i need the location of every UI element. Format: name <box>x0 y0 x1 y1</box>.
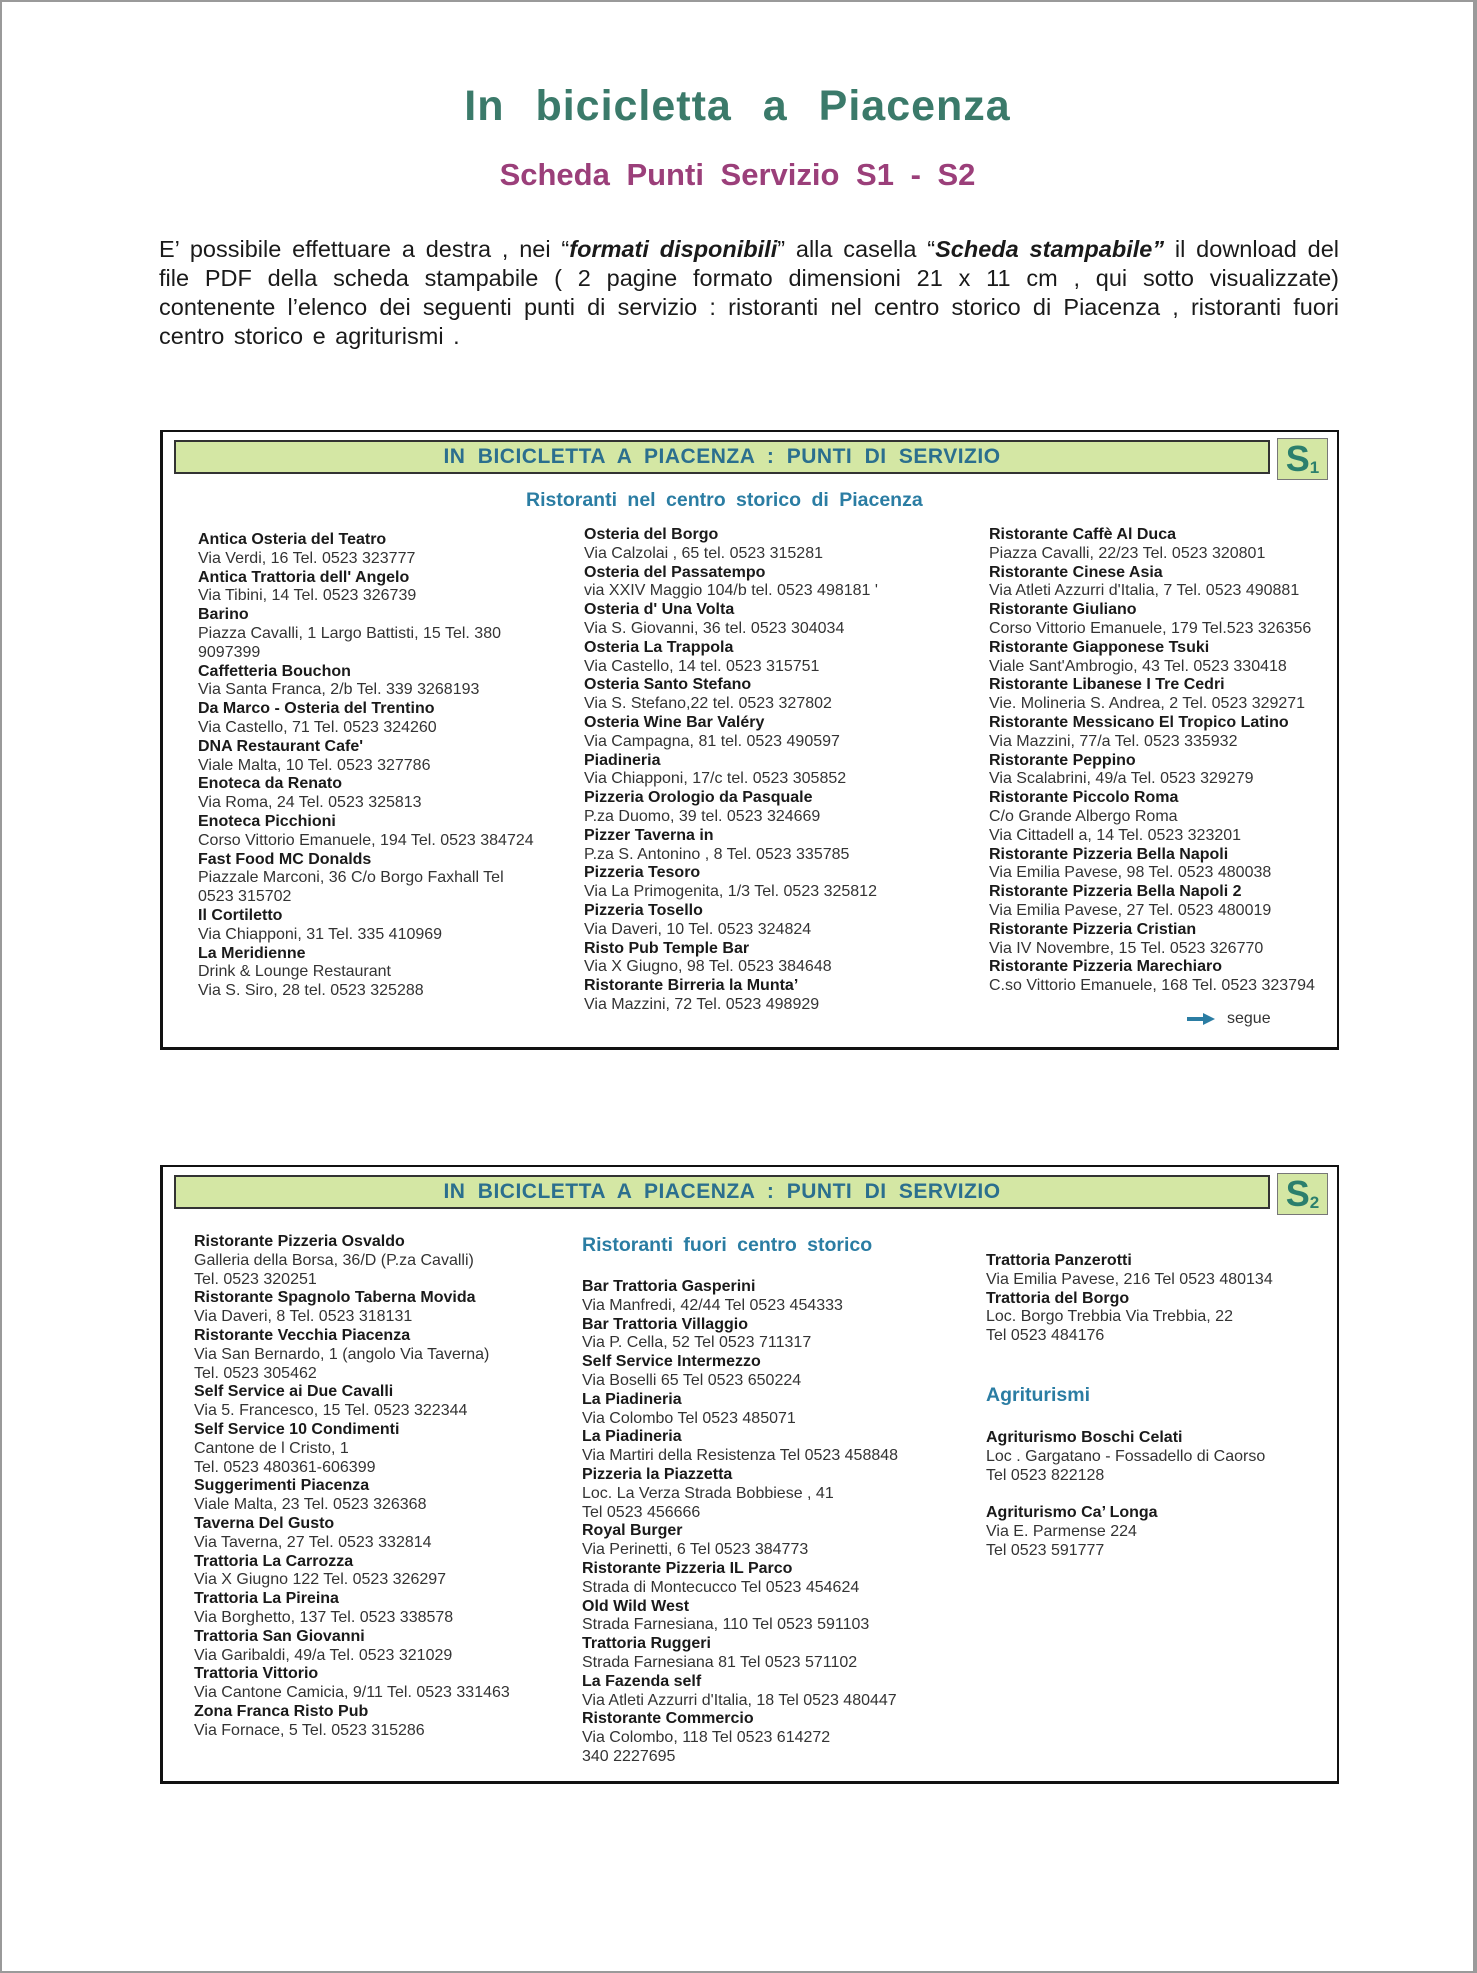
entry-address-line: Via Manfredi, 42/44 Tel 0523 454333 <box>582 1296 843 1314</box>
service-entry <box>989 676 1334 714</box>
entry-address-line: Corso Vittorio Emanuele, 179 Tel.523 326356 <box>989 619 1312 637</box>
entry-address-line: Via Atleti Azzurri d'Italia, 7 Tel. 0523 490881 <box>989 582 1300 600</box>
scheda-s2-column-3 <box>986 1252 1331 1346</box>
service-entry <box>584 902 974 940</box>
entry-name: Taverna Del Gusto <box>194 1514 335 1532</box>
entry-address-line: P.za S. Antonino , 8 Tel. 0523 335785 <box>584 845 850 863</box>
service-entry <box>582 1673 982 1711</box>
entry-address-line: Tel. 0523 305462 <box>194 1364 317 1382</box>
entry-address-line: Galleria della Borsa, 36/D (P.za Cavalli) <box>194 1251 474 1269</box>
segue-label: segue <box>1227 1010 1271 1027</box>
service-entry <box>584 827 974 865</box>
segue-link[interactable] <box>1187 1010 1271 1028</box>
scheda-s2 <box>160 1165 1339 1784</box>
entry-address-line: Piazza Cavalli, 22/23 Tel. 0523 320801 <box>989 544 1266 562</box>
service-entry <box>584 714 974 752</box>
entry-address-line: Via Chiapponi, 31 Tel. 335 410969 <box>198 925 443 943</box>
entry-address-line: Viale Malta, 10 Tel. 0523 327786 <box>198 756 431 774</box>
entry-address-line: Tel 0523 456666 <box>582 1503 701 1521</box>
service-entry <box>194 1289 564 1327</box>
entry-name: Da Marco - Osteria del Trentino <box>198 700 435 718</box>
entry-name: Ristorante Cinese Asia <box>989 563 1163 581</box>
service-entry <box>582 1278 982 1316</box>
entry-address-line: Viale Malta, 23 Tel. 0523 326368 <box>194 1496 427 1514</box>
entry-name: Ristorante Pizzeria Marechiaro <box>989 958 1222 976</box>
service-entry <box>194 1703 564 1741</box>
service-entry <box>198 851 558 907</box>
entry-address-line: Via La Primogenita, 1/3 Tel. 0523 325812 <box>584 883 877 901</box>
entry-name: Osteria del Passatempo <box>584 563 766 581</box>
entry-name: Trattoria La Carrozza <box>194 1552 354 1570</box>
entry-address-line: Vie. Molineria S. Andrea, 2 Tel. 0523 329271 <box>989 695 1306 713</box>
entry-address-line: Via Colombo Tel 0523 485071 <box>582 1409 796 1427</box>
service-entry <box>198 569 558 607</box>
entry-address-line: Via X Giugno, 98 Tel. 0523 384648 <box>584 958 832 976</box>
entry-address-line: 9097399 <box>198 643 261 661</box>
entry-address-line: Loc . Gargatano - Fossadello di Caorso <box>986 1447 1266 1465</box>
page-subtitle: Scheda Punti Servizio S1 - S2 <box>499 157 976 192</box>
service-entry <box>582 1391 982 1429</box>
entry-name: La Meridienne <box>198 944 306 962</box>
entry-name: Trattoria Vittorio <box>194 1665 319 1683</box>
entry-address-line: Loc. Borgo Trebbia Via Trebbia, 22 <box>986 1308 1233 1326</box>
entry-address-line: Loc. La Verza Strada Bobbiese , 41 <box>582 1484 834 1502</box>
entry-address-line: Via Campagna, 81 tel. 0523 490597 <box>584 732 840 750</box>
entry-name: La Piadineria <box>582 1390 682 1408</box>
entry-address-line: Via Scalabrini, 49/a Tel. 0523 329279 <box>989 770 1254 788</box>
entry-name: Ristorante Pizzeria Cristian <box>989 920 1197 938</box>
entry-address-line: Via Taverna, 27 Tel. 0523 332814 <box>194 1533 432 1551</box>
service-entry <box>989 921 1334 959</box>
service-entry <box>986 1504 1331 1560</box>
service-entry <box>986 1252 1331 1290</box>
scheda-s2-column-1 <box>194 1233 564 1741</box>
service-entry <box>582 1710 982 1766</box>
entry-address-line: Corso Vittorio Emanuele, 194 Tel. 0523 384724 <box>198 831 534 849</box>
entry-name: Ristorante Pizzeria Bella Napoli <box>989 845 1229 863</box>
entry-address-line: Via Emilia Pavese, 216 Tel 0523 480134 <box>986 1270 1273 1288</box>
service-entry <box>198 700 558 738</box>
service-entry <box>582 1560 982 1598</box>
entry-name: La Piadineria <box>582 1428 682 1446</box>
entry-address-line: Via IV Novembre, 15 Tel. 0523 326770 <box>989 939 1264 957</box>
arrow-right-icon <box>1187 1013 1215 1025</box>
entry-address-line: Via 5. Francesco, 15 Tel. 0523 322344 <box>194 1402 468 1420</box>
entry-address-line: Tel. 0523 320251 <box>194 1270 317 1288</box>
entry-name: Pizzeria Tosello <box>584 901 703 919</box>
service-entry <box>986 1290 1331 1346</box>
entry-address-line: Via Fornace, 5 Tel. 0523 315286 <box>194 1721 425 1739</box>
entry-address-line: Strada di Montecucco Tel 0523 454624 <box>582 1578 860 1596</box>
entry-address-line: Via Roma, 24 Tel. 0523 325813 <box>198 794 422 812</box>
service-entry <box>584 676 974 714</box>
entry-address-line: Via San Bernardo, 1 (angolo Via Taverna) <box>194 1345 490 1363</box>
service-entry <box>584 789 974 827</box>
entry-name: Risto Pub Temple Bar <box>584 939 750 957</box>
service-entry <box>198 945 558 1001</box>
entry-name: Trattoria del Borgo <box>986 1289 1130 1307</box>
entry-address-line: Via Cantone Camicia, 9/11 Tel. 0523 331463 <box>194 1684 510 1702</box>
entry-name: Agriturismo Ca’ Longa <box>986 1504 1158 1522</box>
entry-address-line: Via Castello, 14 tel. 0523 315751 <box>584 657 820 675</box>
intro-text-3: il download del file PDF della scheda stampabile ( 2 pagine formato dimensioni 21 x 11 cm , qui sotto visualizzate) contenente l’elenco dei seguenti punti di servizio : ristoranti nel centro storico di Piacenza , ristoranti fuori centro storico e agriturismi . <box>159 236 1339 349</box>
entry-address-line: Via S. Siro, 28 tel. 0523 325288 <box>198 982 424 1000</box>
entry-address-line: P.za Duomo, 39 tel. 0523 324669 <box>584 807 821 825</box>
entry-address-line: Via P. Cella, 52 Tel 0523 711317 <box>582 1334 812 1352</box>
service-entry <box>198 663 558 701</box>
entry-name: Ristorante Pizzeria Osvaldo <box>194 1233 405 1250</box>
entry-address-line: Strada Farnesiana, 110 Tel 0523 591103 <box>582 1616 870 1634</box>
entry-address-line: Via Santa Franca, 2/b Tel. 339 3268193 <box>198 681 480 699</box>
entry-address-line: Tel 0523 484176 <box>986 1327 1105 1345</box>
service-entry <box>584 601 974 639</box>
service-entry <box>989 601 1334 639</box>
entry-address-line: Via Mazzini, 77/a Tel. 0523 335932 <box>989 732 1238 750</box>
service-entry <box>582 1635 982 1673</box>
entry-address-line: Via Chiapponi, 17/c tel. 0523 305852 <box>584 770 847 788</box>
service-entry <box>194 1421 564 1477</box>
entry-name: Osteria del Borgo <box>584 526 719 543</box>
entry-name: Self Service 10 Condimenti <box>194 1420 400 1438</box>
entry-name: Ristorante Giuliano <box>989 601 1137 619</box>
intro-text-1: E’ possibile effettuare a destra , nei “ <box>159 236 570 262</box>
entry-name: Trattoria San Giovanni <box>194 1627 365 1645</box>
entry-address-line: Drink & Lounge Restaurant <box>198 963 391 981</box>
scheda-s1 <box>160 430 1339 1050</box>
entry-address-line: Piazzale Marconi, 36 C/o Borgo Faxhall Tel <box>198 869 504 887</box>
entry-address-line: Via Atleti Azzurri d'Italia, 18 Tel 0523 480447 <box>582 1691 897 1709</box>
badge-number: 1 <box>1309 458 1320 477</box>
entry-name: Self Service ai Due Cavalli <box>194 1383 394 1401</box>
agriturismi-list <box>986 1429 1331 1561</box>
entry-address-line: C.so Vittorio Emanuele, 168 Tel. 0523 323794 <box>989 977 1315 995</box>
service-entry <box>989 526 1334 564</box>
entry-name: Osteria Wine Bar Valéry <box>584 713 765 731</box>
service-entry <box>198 738 558 776</box>
entry-name: DNA Restaurant Cafe' <box>198 737 364 755</box>
badge-number: 2 <box>1309 1193 1320 1212</box>
entry-name: Enoteca da Renato <box>198 775 343 793</box>
entry-address-line: Piazza Cavalli, 1 Largo Battisti, 15 Tel. 380 <box>198 624 501 642</box>
entry-name: Ristorante Piccolo Roma <box>989 789 1179 807</box>
entry-name: Agriturismo Boschi Celati <box>986 1429 1183 1446</box>
entry-address-line: Via Colombo, 118 Tel 0523 614272 <box>582 1729 831 1747</box>
entry-address-line: Via S. Giovanni, 36 tel. 0523 304034 <box>584 619 845 637</box>
entry-name: Antica Trattoria dell' Angelo <box>198 568 410 586</box>
section-title-centro-storico: Ristoranti nel centro storico di Piacenza <box>526 489 923 511</box>
entry-name: Enoteca Picchioni <box>198 812 336 830</box>
entry-name: Ristorante Birreria la Munta’ <box>584 977 799 995</box>
entry-address-line: Viale Sant'Ambrogio, 43 Tel. 0523 330418 <box>989 657 1287 675</box>
entry-name: Caffetteria Bouchon <box>198 662 351 680</box>
entry-address-line: Via Martiri della Resistenza Tel 0523 458848 <box>582 1447 899 1465</box>
entry-name: Ristorante Peppino <box>989 751 1136 769</box>
entry-name: Piadineria <box>584 751 661 769</box>
entry-name: Barino <box>198 606 249 624</box>
entry-name: Pizzer Taverna in <box>584 826 714 844</box>
service-entry <box>989 846 1334 884</box>
service-entry <box>584 977 974 1015</box>
entry-name: Ristorante Caffè Al Duca <box>989 526 1176 543</box>
service-entry <box>194 1515 564 1553</box>
entry-address-line: Via Garibaldi, 49/a Tel. 0523 321029 <box>194 1646 453 1664</box>
service-entry <box>198 813 558 851</box>
entry-name: Osteria Santo Stefano <box>584 676 752 694</box>
scheda-s2-title-band: IN BICICLETTA A PIACENZA : PUNTI DI SERVIZIO <box>174 1175 1270 1209</box>
entry-name: Il Cortiletto <box>198 906 283 924</box>
page-title: In bicicletta a Piacenza <box>464 82 1011 130</box>
intro-formati-disponibili: formati disponibili <box>569 236 778 262</box>
service-entry <box>989 883 1334 921</box>
entry-name: Old Wild West <box>582 1597 690 1615</box>
scheda-s1-column-3 <box>989 526 1334 996</box>
service-entry <box>584 564 974 602</box>
entry-address-line: Via X Giugno 122 Tel. 0523 326297 <box>194 1571 447 1589</box>
entry-address-line: Via Borghetto, 137 Tel. 0523 338578 <box>194 1608 454 1626</box>
entry-name: Bar Trattoria Gasperini <box>582 1278 756 1295</box>
entry-name: Antica Osteria del Teatro <box>198 531 387 548</box>
service-entry <box>582 1316 982 1354</box>
entry-name: Osteria La Trappola <box>584 638 734 656</box>
service-entry <box>989 789 1334 845</box>
scheda-s1-title-band: IN BICICLETTA A PIACENZA : PUNTI DI SERVIZIO <box>174 440 1270 474</box>
service-entry <box>194 1233 564 1289</box>
scheda-s1-column-1 <box>198 531 558 1001</box>
entry-address-line: Via Perinetti, 6 Tel 0523 384773 <box>582 1541 809 1559</box>
service-entry <box>989 714 1334 752</box>
entry-name: Ristorante Vecchia Piacenza <box>194 1326 411 1344</box>
entry-address-line: Via S. Stefano,22 tel. 0523 327802 <box>584 695 832 713</box>
entry-name: Zona Franca Risto Pub <box>194 1702 369 1720</box>
intro-scheda-stampabile: Scheda stampabile” <box>935 236 1165 262</box>
entry-name: Ristorante Messicano El Tropico Latino <box>989 713 1289 731</box>
entry-address-line: 0523 315702 <box>198 888 292 906</box>
entry-address-line: Via Calzolai , 65 tel. 0523 315281 <box>584 544 823 562</box>
entry-address-line: Via Mazzini, 72 Tel. 0523 498929 <box>584 995 820 1013</box>
service-entry <box>582 1428 982 1466</box>
entry-address-line: Via Emilia Pavese, 27 Tel. 0523 480019 <box>989 901 1272 919</box>
service-entry <box>194 1477 564 1515</box>
entry-name: Ristorante Pizzeria IL Parco <box>582 1559 793 1577</box>
service-entry <box>194 1590 564 1628</box>
service-entry <box>584 864 974 902</box>
entry-name: Osteria d' Una Volta <box>584 601 735 619</box>
service-entry <box>986 1429 1331 1485</box>
entry-name: Pizzeria Tesoro <box>584 864 701 882</box>
entry-address-line: via XXIV Maggio 104/b tel. 0523 498181 ' <box>584 582 878 600</box>
intro-text-2: ” alla casella “ <box>777 236 936 262</box>
entry-name: Pizzeria Orologio da Pasquale <box>584 789 813 807</box>
entry-address-line: Cantone de l Cristo, 1 <box>194 1439 349 1457</box>
entry-address-line: Via Emilia Pavese, 98 Tel. 0523 480038 <box>989 864 1272 882</box>
entry-address-line: Strada Farnesiana 81 Tel 0523 571102 <box>582 1653 858 1671</box>
service-entry <box>198 775 558 813</box>
entry-name: Royal Burger <box>582 1522 683 1540</box>
entry-name: Trattoria Ruggeri <box>582 1635 711 1653</box>
entry-name: Trattoria La Pireina <box>194 1590 339 1608</box>
entry-address-line: Via Cittadell a, 14 Tel. 0523 323201 <box>989 826 1242 844</box>
badge-letter: S <box>1285 438 1310 479</box>
badge-letter: S <box>1285 1173 1310 1214</box>
service-entry <box>194 1327 564 1383</box>
service-entry <box>582 1598 982 1636</box>
entry-address-line: Via Daveri, 8 Tel. 0523 318131 <box>194 1308 413 1326</box>
entry-name: Pizzeria la Piazzetta <box>582 1465 733 1483</box>
entry-name: Ristorante Libanese I Tre Cedri <box>989 676 1225 694</box>
entry-name: Trattoria Panzerotti <box>986 1252 1132 1269</box>
service-entry <box>584 752 974 790</box>
scheda-s1-column-2 <box>584 526 974 1015</box>
entry-name: La Fazenda self <box>582 1672 702 1690</box>
service-entry <box>194 1628 564 1666</box>
entry-name: Bar Trattoria Villaggio <box>582 1315 748 1333</box>
service-entry <box>584 639 974 677</box>
service-entry <box>989 639 1334 677</box>
service-entry <box>989 752 1334 790</box>
entry-address-line: 340 2227695 <box>582 1747 676 1765</box>
entry-name: Ristorante Commercio <box>582 1710 754 1728</box>
service-entry <box>198 907 558 945</box>
entry-name: Ristorante Giapponese Tsuki <box>989 638 1210 656</box>
entry-address-line: Via Castello, 71 Tel. 0523 324260 <box>198 718 437 736</box>
entry-address-line: Tel 0523 591777 <box>986 1541 1105 1559</box>
service-entry <box>584 526 974 564</box>
entry-name: Suggerimenti Piacenza <box>194 1477 370 1495</box>
service-entry <box>198 531 558 569</box>
service-entry <box>194 1383 564 1421</box>
entry-address-line: Via Daveri, 10 Tel. 0523 324824 <box>584 920 812 938</box>
scheda-s2-column-2 <box>582 1278 982 1767</box>
entry-address-line: Via Verdi, 16 Tel. 0523 323777 <box>198 549 416 567</box>
entry-address-line: Tel 0523 822128 <box>986 1466 1105 1484</box>
service-entry <box>989 564 1334 602</box>
list-spacer <box>986 1485 1331 1504</box>
entry-address-line: Via Boselli 65 Tel 0523 650224 <box>582 1371 802 1389</box>
entry-address-line: Tel. 0523 480361-606399 <box>194 1458 376 1476</box>
service-entry <box>989 958 1334 996</box>
section-title-fuori-centro: Ristoranti fuori centro storico <box>582 1234 873 1256</box>
service-entry <box>198 606 558 662</box>
scheda-s2-badge <box>1277 1173 1328 1215</box>
entry-name: Ristorante Spagnolo Taberna Movida <box>194 1289 476 1307</box>
entry-name: Self Service Intermezzo <box>582 1353 761 1371</box>
intro-paragraph <box>159 235 1339 351</box>
scheda-s1-badge <box>1277 438 1328 480</box>
entry-address-line: Via Tibini, 14 Tel. 0523 326739 <box>198 587 417 605</box>
service-entry <box>582 1353 982 1391</box>
entry-address-line: Via E. Parmense 224 <box>986 1523 1137 1541</box>
service-entry <box>194 1665 564 1703</box>
service-entry <box>582 1522 982 1560</box>
service-entry <box>582 1466 982 1522</box>
service-entry <box>194 1553 564 1591</box>
entry-name: Ristorante Pizzeria Bella Napoli 2 <box>989 883 1242 901</box>
entry-name: Fast Food MC Donalds <box>198 850 372 868</box>
entry-address-line: C/o Grande Albergo Roma <box>989 807 1178 825</box>
service-entry <box>584 940 974 978</box>
section-title-agriturismi: Agriturismi <box>986 1384 1091 1406</box>
